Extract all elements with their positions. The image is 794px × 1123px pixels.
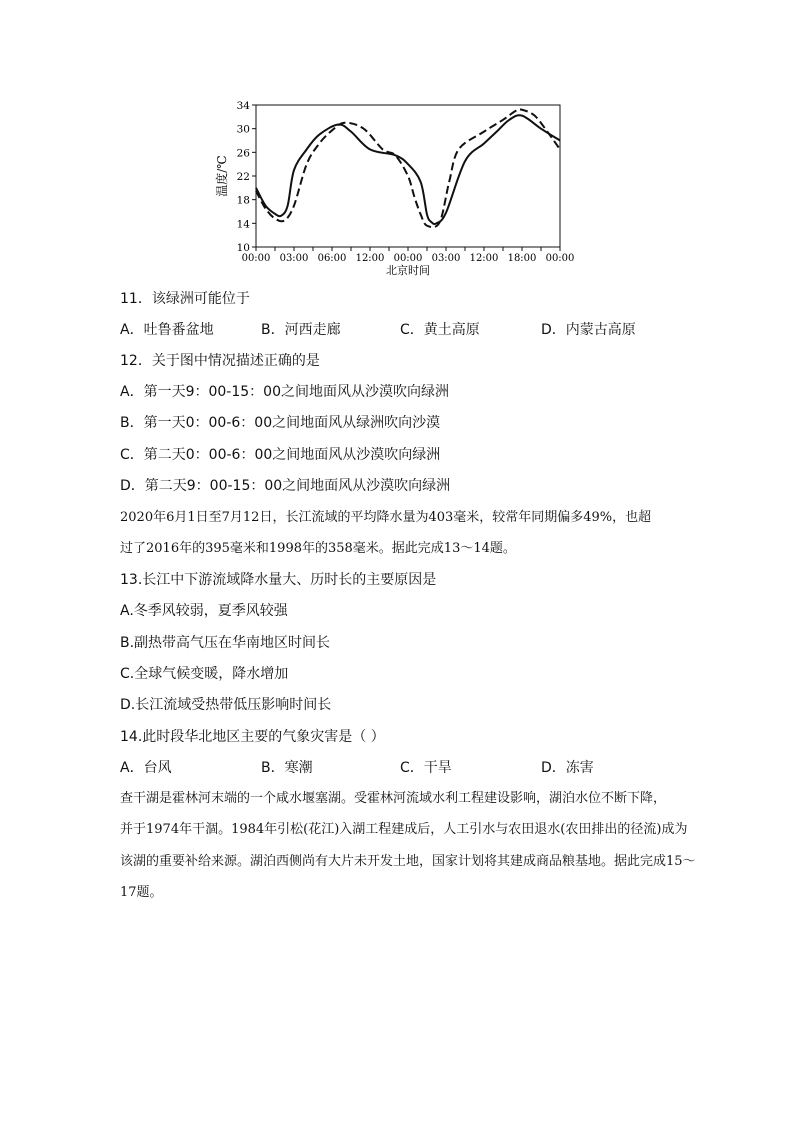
q11-option-d[interactable]: D．内蒙古高原	[541, 322, 636, 338]
temperature-chart-svg	[210, 92, 590, 282]
x-tick-label: 18:00	[507, 253, 537, 264]
q14-stem: 14.此时段华北地区主要的气象灾害是（ ）	[120, 729, 385, 745]
x-tick-label: 06:00	[317, 253, 347, 264]
q13-option-b[interactable]: B.副热带高气压在华南地区时间长	[120, 635, 331, 651]
q12-option-b[interactable]: B．第一天0：00-6：00之间地面风从绿洲吹向沙漠	[120, 415, 441, 431]
q14-option-c[interactable]: C．干旱	[400, 760, 452, 776]
x-tick-label: 12:00	[469, 253, 499, 264]
q11-option-a[interactable]: A．吐鲁番盆地	[120, 322, 214, 338]
y-tick-label: 34	[236, 100, 250, 112]
y-tick-label: 10	[236, 242, 250, 254]
x-tick-label: 12:00	[355, 253, 385, 264]
y-tick-label: 30	[236, 123, 250, 136]
x-tick-label: 00:00	[393, 253, 423, 264]
series-dashed-line	[256, 109, 560, 227]
q14-option-a[interactable]: A．台风	[120, 760, 172, 776]
plot-frame	[256, 105, 560, 247]
q12-stem: 12．关于图中情况描述正确的是	[120, 353, 320, 369]
q11-stem: 11．该绿洲可能位于	[120, 291, 250, 307]
temperature-chart	[210, 92, 590, 282]
x-axis-label: 北京时间	[386, 264, 430, 277]
passage1-line1: 2020年6月1日至7月12日，长江流域的平均降水量为403毫米，较常年同期偏多49%，也超	[120, 510, 652, 525]
q14-option-d[interactable]: D．冻害	[541, 760, 594, 776]
y-tick-label: 14	[236, 218, 250, 231]
q14-option-b[interactable]: B．寒潮	[261, 760, 313, 776]
q12-option-a[interactable]: A．第一天9：00-15：00之间地面风从沙漠吹向绿洲	[120, 384, 449, 400]
passage2-line1: 查干湖是霍林河末端的一个咸水堰塞湖。受霍林河流域水利工程建设影响，湖泊水位不断下降，	[120, 791, 667, 806]
x-tick-label: 03:00	[279, 253, 309, 264]
x-tick-label: 00:00	[545, 253, 575, 264]
x-tick-label: 03:00	[431, 253, 461, 264]
q13-option-d[interactable]: D.长江流域受热带低压影响时间长	[120, 697, 332, 713]
y-tick-label: 22	[236, 171, 250, 183]
q11-option-c[interactable]: C．黄土高原	[400, 322, 480, 338]
x-tick-label: 00:00	[241, 253, 271, 264]
passage2-line2: 并于1974年干涸。1984年引松(花江)入湖工程建成后，人工引水与农田退水(农田排出的径流)成为	[120, 822, 688, 837]
q13-option-c[interactable]: C.全球气候变暖，降水增加	[120, 666, 289, 682]
y-axis-label: 温度/℃	[215, 155, 229, 197]
q13-stem: 13.长江中下游流域降水量大、历时长的主要原因是	[120, 572, 437, 588]
passage2-line3: 该湖的重要补给来源。湖泊西侧尚有大片未开发土地，国家计划将其建成商品粮基地。据此完成15～	[120, 854, 696, 869]
q13-option-a[interactable]: A.冬季风较弱，夏季风较强	[120, 603, 288, 619]
passage1-line2: 过了2016年的395毫米和1998年的358毫米。据此完成13～14题。	[120, 541, 516, 556]
y-tick-label: 26	[236, 147, 250, 160]
y-tick-label: 18	[236, 194, 250, 207]
q12-option-c[interactable]: C．第二天0：00-6：00之间地面风从沙漠吹向绿洲	[120, 447, 441, 463]
series-solid-line	[256, 115, 560, 224]
passage2-line4: 17题。	[120, 885, 163, 900]
q12-option-d[interactable]: D．第二天9：00-15：00之间地面风从沙漠吹向绿洲	[120, 478, 451, 494]
q11-option-b[interactable]: B．河西走廊	[261, 322, 341, 338]
